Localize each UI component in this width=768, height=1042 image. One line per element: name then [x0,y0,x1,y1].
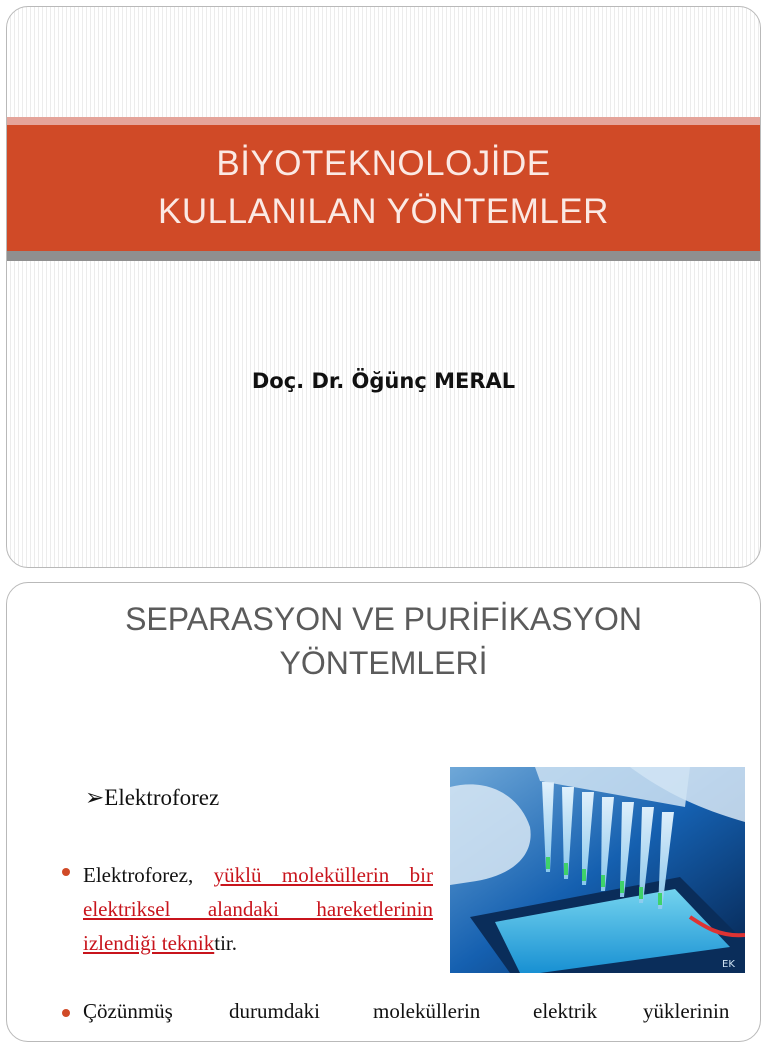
subheading [85,785,219,811]
image-watermark: EK [722,959,735,970]
bullet2-word: durumdaki [229,999,320,1023]
content-slide [6,582,761,1042]
section-title-line2: YÖNTEMLERİ [279,645,488,681]
bullet1-lead: Elektroforez, [83,863,214,887]
title-slide [6,6,761,568]
author-name: Doç. Dr. Öğünç MERAL [251,369,516,393]
slide-title-line1: BİYOTEKNOLOJİDE [216,144,551,183]
slide-title-line2: KULLANILAN YÖNTEMLER [158,192,609,231]
bullet1-tail: tir. [214,931,237,955]
bullet1-highlight: yüklü moleküllerin bir elektriksel alandaki hareketlerinin izlendiği teknik [83,863,433,955]
arrow-bullet-icon: ➢ [85,785,105,810]
pipette-lab-icon [450,767,745,973]
bullet2-word: yüklerinin [643,999,730,1023]
bullet-dot-icon [62,868,70,876]
bullet2-word: moleküllerin [373,999,481,1023]
bullet-item-1 [83,858,433,960]
title-band [7,125,760,251]
title-band-top-stripe [7,117,760,125]
bullet-dot-icon [62,1009,70,1017]
section-title-line1: SEPARASYON VE PURİFİKASYON [125,601,642,637]
title-band-bottom-stripe [7,251,760,261]
bullet2-word: Çözünmüş [83,999,173,1023]
section-title [7,597,760,685]
subheading-text: Elektroforez [104,785,220,810]
bullet2-word: elektrik [533,999,598,1023]
pipette-lab-image [450,767,745,973]
